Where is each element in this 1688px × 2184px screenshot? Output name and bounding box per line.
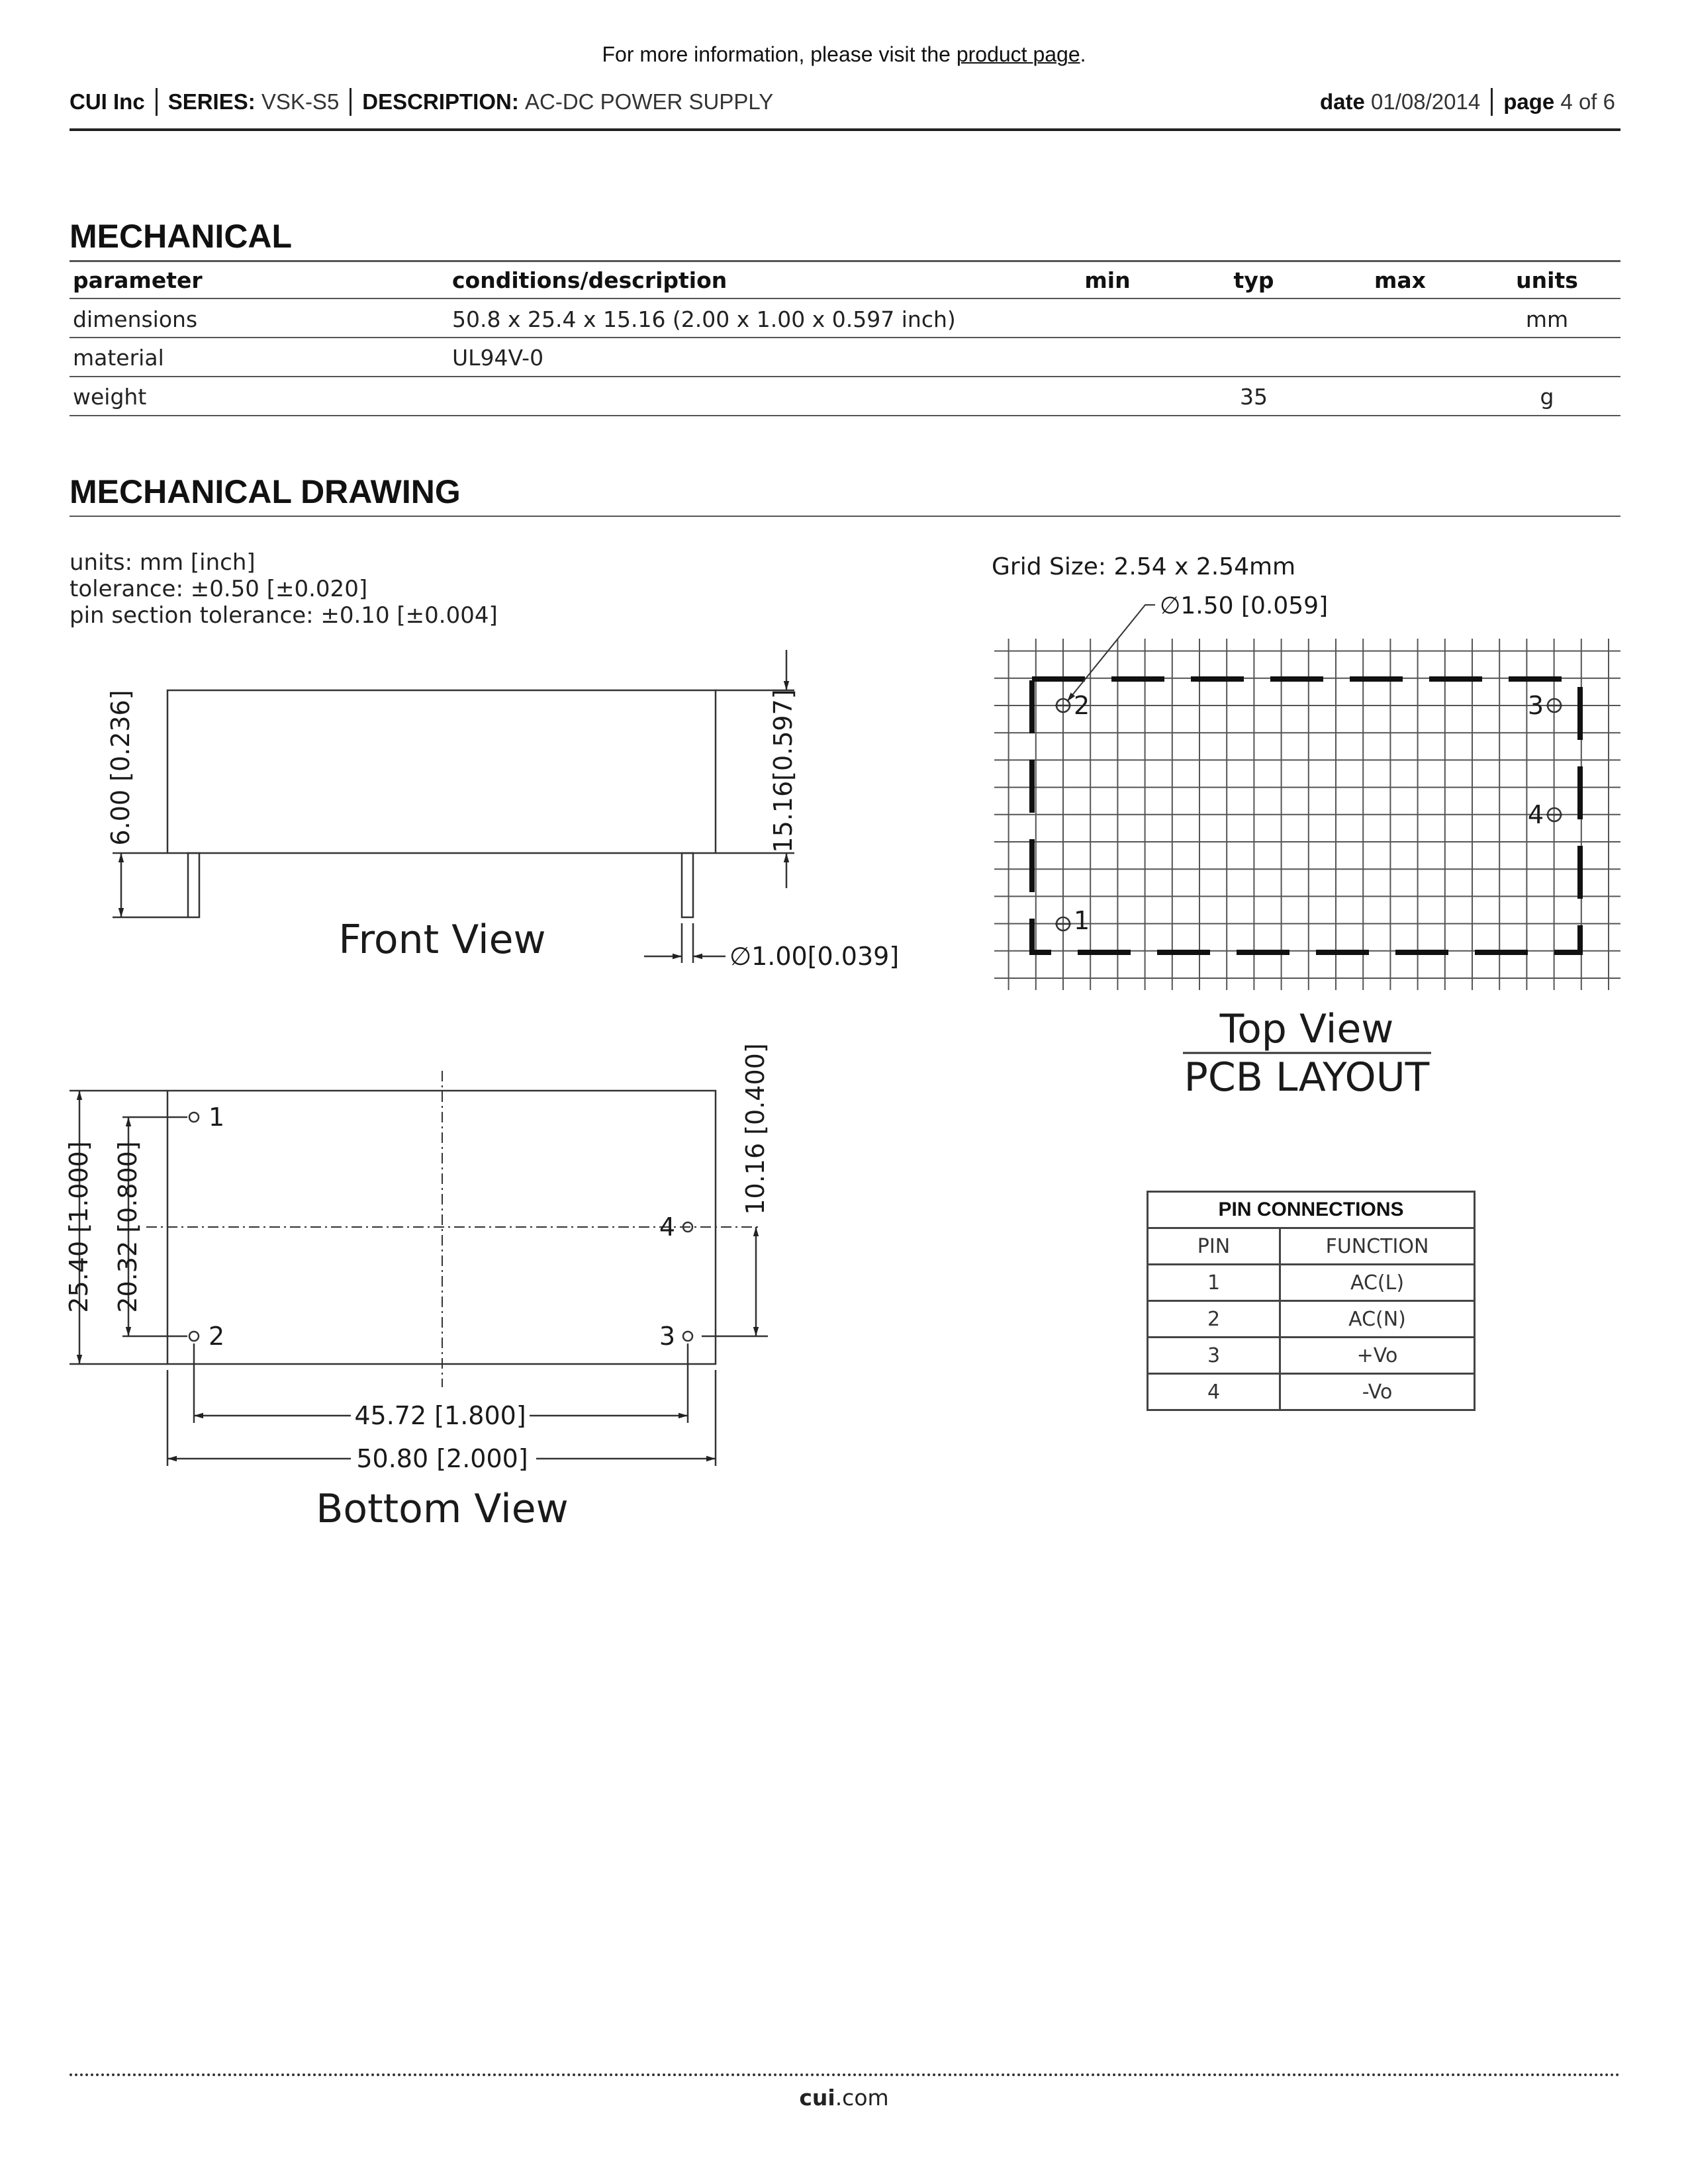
pin-table-header: FUNCTION — [1280, 1228, 1475, 1265]
dim-pin-length-label: 6.00 [0.236] — [106, 690, 135, 846]
dim-pin-spacing-label: 20.32 [0.800] — [113, 1141, 142, 1313]
pin-hole — [189, 1332, 199, 1341]
dim-height-label: 15.16[0.597] — [769, 689, 798, 853]
hole-size-label: ∅1.50 [0.059] — [1160, 592, 1329, 619]
pin-label: 1 — [209, 1103, 225, 1132]
pin-function: -Vo — [1280, 1374, 1475, 1410]
page-value: 4 of 6 — [1560, 89, 1615, 114]
pin-front — [188, 853, 199, 917]
description-label: DESCRIPTION: — [362, 89, 519, 114]
front-view-label: Front View — [338, 917, 546, 963]
date-label: date — [1320, 89, 1365, 114]
pin-number: 3 — [1148, 1338, 1280, 1374]
product-page-link[interactable]: product page — [956, 42, 1080, 66]
pin-hole — [683, 1332, 692, 1341]
pcb-pin-label: 3 — [1527, 691, 1544, 720]
hole-leader — [1067, 605, 1155, 702]
row-units: mm — [1525, 306, 1569, 332]
pin-connections-table — [1147, 1191, 1476, 1411]
note-tolerance: tolerance: ±0.50 [±0.020] — [70, 576, 368, 602]
dim-diameter-label: ∅1.00[0.039] — [729, 942, 900, 971]
pcb-layout-label: PCB LAYOUT — [1184, 1054, 1430, 1101]
row-parameter: dimensions — [73, 306, 198, 332]
module-body-front — [167, 690, 716, 853]
table-row — [1148, 1338, 1475, 1374]
dim-pin-width-label: 45.72 [1.800] — [354, 1401, 526, 1430]
row-parameter: weight — [73, 384, 147, 410]
pin-function: +Vo — [1280, 1338, 1475, 1374]
footer-rule — [70, 2073, 1620, 2076]
series-value: VSK-S5 — [261, 89, 340, 114]
pin-table-header: PIN — [1148, 1228, 1280, 1265]
row-parameter: material — [73, 345, 164, 371]
section-title-mechanical: MECHANICAL — [70, 218, 293, 255]
grid-size-label: Grid Size: 2.54 x 2.54mm — [992, 553, 1296, 580]
table-row — [1148, 1374, 1475, 1410]
col-parameter: parameter — [73, 267, 203, 293]
pcb-pin-label: 2 — [1074, 691, 1090, 720]
series-label: SERIES: — [167, 89, 256, 114]
note-pin-tolerance: pin section tolerance: ±0.10 [±0.004] — [70, 602, 498, 629]
dim-offset-label: 10.16 [0.400] — [741, 1043, 770, 1215]
pin-table-title: PIN CONNECTIONS — [1148, 1192, 1475, 1228]
pin-label: 2 — [209, 1322, 225, 1351]
pin-hole — [189, 1113, 199, 1122]
row-conditions: UL94V-0 — [452, 345, 544, 371]
row-typ: 35 — [1240, 384, 1268, 410]
col-conditions: conditions/description — [452, 267, 727, 293]
pcb-pin-label: 4 — [1527, 800, 1544, 829]
footer-domain: .com — [835, 2085, 889, 2111]
col-max: max — [1374, 267, 1426, 293]
bottom-view-label: Bottom View — [316, 1486, 569, 1532]
row-units: g — [1540, 384, 1554, 410]
pin-function: AC(L) — [1280, 1265, 1475, 1301]
top-view-label: Top View — [1219, 1006, 1394, 1052]
description-value: AC-DC POWER SUPPLY — [524, 89, 774, 114]
pcb-pin-label: 1 — [1074, 906, 1090, 935]
company-name: CUI Inc — [70, 89, 145, 114]
footer-brand: cui — [799, 2085, 835, 2111]
pin-number: 1 — [1148, 1265, 1280, 1301]
dim-height-label: 25.40 [1.000] — [64, 1141, 93, 1313]
pin-front — [682, 853, 693, 917]
col-min: min — [1084, 267, 1131, 293]
section-title-mechanical-drawing: MECHANICAL DRAWING — [70, 473, 461, 510]
info-note-end: . — [1080, 42, 1086, 66]
row-conditions: 50.8 x 25.4 x 15.16 (2.00 x 1.00 x 0.597 inch) — [452, 306, 956, 332]
table-row — [1148, 1301, 1475, 1338]
date-value: 01/08/2014 — [1371, 89, 1481, 114]
pin-label: 4 — [659, 1212, 675, 1242]
pin-number: 4 — [1148, 1374, 1280, 1410]
pcb-outline — [1032, 679, 1580, 952]
note-units: units: mm [inch] — [70, 549, 256, 576]
pin-label: 3 — [659, 1322, 675, 1351]
col-typ: typ — [1233, 267, 1274, 293]
info-note-text: For more information, please visit the — [602, 42, 957, 66]
dim-width-label: 50.80 [2.000] — [356, 1444, 528, 1473]
pin-function: AC(N) — [1280, 1301, 1475, 1338]
table-row — [1148, 1265, 1475, 1301]
pin-number: 2 — [1148, 1301, 1280, 1338]
page-label: page — [1503, 89, 1555, 114]
footer-link[interactable] — [0, 2085, 1688, 2111]
col-units: units — [1516, 267, 1578, 293]
